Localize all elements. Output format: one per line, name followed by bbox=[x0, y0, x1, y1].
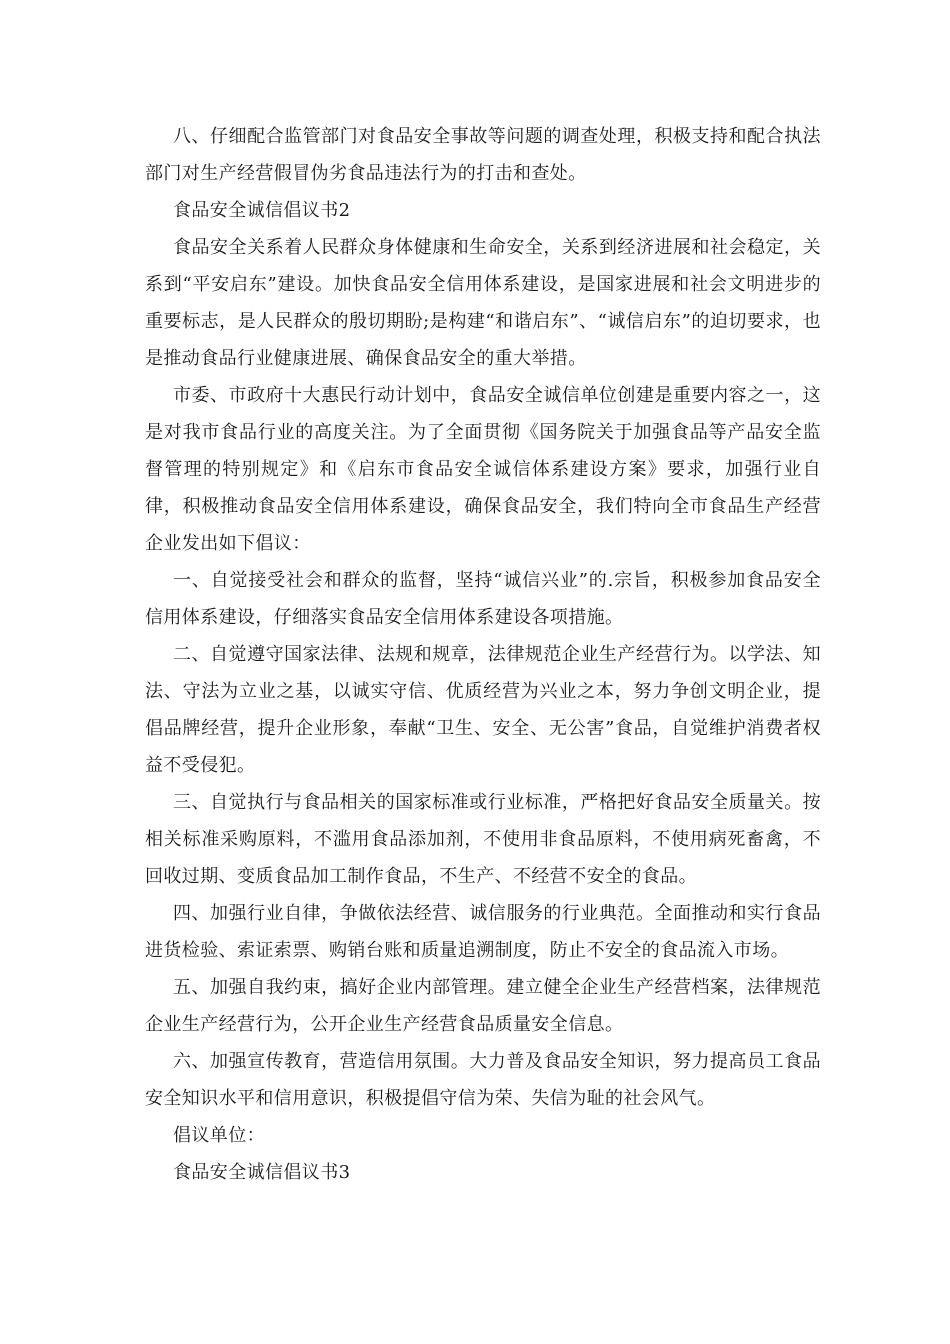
paragraph-item-six: 六、加强宣传教育，营造信用氛围。大力普及食品安全知识，努力提高员工食品安全知识水平和信用意识，积极提倡守信为荣、失信为耻的社会风气。 bbox=[145, 1051, 821, 1109]
section-heading-2: 食品安全诚信倡议书2 bbox=[173, 200, 351, 221]
paragraph-item-five: 五、加强自我约束，搞好企业内部管理。建立健全企业生产经营档案，法律规范企业生产经营行为，公开企业生产经营食品质量安全信息。 bbox=[145, 977, 821, 1035]
signatory-label: 倡议单位： bbox=[173, 1125, 265, 1146]
section-heading-3: 食品安全诚信倡议书3 bbox=[173, 1162, 351, 1183]
paragraph-item-eight: 八、仔细配合监管部门对食品安全事故等问题的调查处理，积极支持和配合执法部门对生产经营假冒伪劣食品违法行为的打击和查处。 bbox=[145, 126, 821, 184]
paragraph-background: 市委、市政府十大惠民行动计划中，食品安全诚信单位创建是重要内容之一，这是对我市食品行业的高度关注。为了全面贯彻《国务院关于加强食品等产品安全监督管理的特别规定》和《启东市食品安全诚信体系建设方案》要求，加强行业自律，积极推动食品安全信用体系建设，确保食品安全，我们特向全市食品生产经营企业发出如下倡议： bbox=[145, 385, 821, 554]
paragraph-item-one: 一、自觉接受社会和群众的监督，坚持“诚信兴业”的.宗旨，积极参加食品安全信用体系建设，仔细落实食品安全信用体系建设各项措施。 bbox=[145, 570, 821, 628]
document-body bbox=[145, 118, 821, 1191]
paragraph-item-three: 三、自觉执行与食品相关的国家标准或行业标准，严格把好食品安全质量关。按相关标准采购原料，不滥用食品添加剂，不使用非食品原料，不使用病死畜禽，不回收过期、变质食品加工制作食品，不生产、不经营不安全的食品。 bbox=[145, 792, 821, 887]
paragraph-item-four: 四、加强行业自律，争做依法经营、诚信服务的行业典范。全面推动和实行食品进货检验、索证索票、购销台账和质量追溯制度，防止不安全的食品流入市场。 bbox=[145, 903, 821, 961]
paragraph-item-two: 二、自觉遵守国家法律、法规和规章，法律规范企业生产经营行为。以学法、知法、守法为立业之基，以诚实守信、优质经营为兴业之本，努力争创文明企业，提倡品牌经营，提升企业形象，奉献“卫生、安全、无公害”食品，自觉维护消费者权益不受侵犯。 bbox=[145, 644, 821, 776]
paragraph-intro: 食品安全关系着人民群众身体健康和生命安全，关系到经济进展和社会稳定，关系到“平安启东”建设。加快食品安全信用体系建设，是国家进展和社会文明进步的重要标志，是人民群众的殷切期盼;是构建“和谐启东”、“诚信启东”的迫切要求，也是推动食品行业健康进展、确保食品安全的重大举措。 bbox=[145, 237, 821, 369]
